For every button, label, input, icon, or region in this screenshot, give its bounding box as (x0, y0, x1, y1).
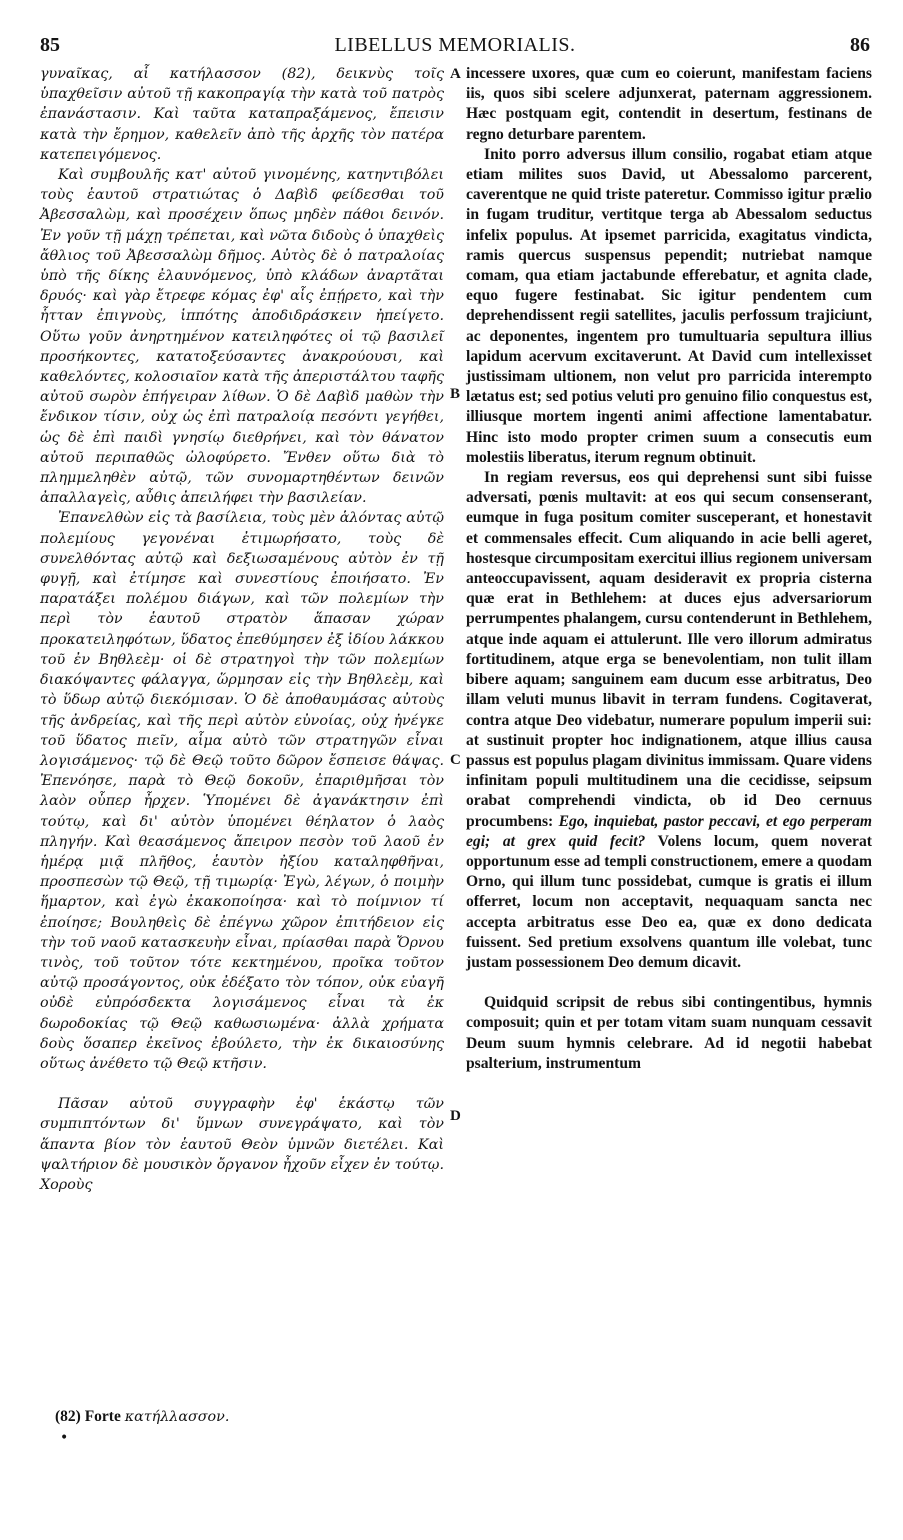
latin-paragraph: Inito porro adversus illum consilio, rogabat etiam atque etiam milites suos David, ut Abessalomo parcerent, caverentque ne quid triste pateretur. Commisso igitur prælio in fugam truditur, vertitque terga ab Abessalom seductus infelix populus. At ipsemet parricida, exagitatus vindicta, ramis quercus suspensus pependit; nutriebat namque comam, qua etiam jactabunde efferebatur, et agnita clade, equo fugere festinabat. Sic igitur pendentem cum deprehendissent regii satellites, jaculis perfossum trajiciunt, ac deponentes, ingentem pro tumultuaria sepultura illius lapidum acervum excitaverunt. At David cum intellexisset justissimam ultionem, non velut pro parricida interempto lætatus est; sed potius veluti pro genuino filio conquestus est, illiusque mortem ingenti animi affectione lamentabatur. Hinc isto modo propter crimen suum a consecutis eum molestiis liberatus, iterum regnum obtinuit. (466, 145, 872, 466)
greek-text: Βουληθεὶς δὲ ἐπέγνω χῶρον ἐπιτήδειον εἰς τὴν τοῦ ναοῦ κατασκευὴν εἶναι, πρίασθαι παρὰ Ὄρνου τινὸς, τοῦ τοῦτον τότε κεκτημένου, προῖκα τοῦτον αὐτῷ προσάγοντος, οὐκ ἐδέξατο τὸν τόπον, οὐκ εὐαγῆ οὐδὲ εὐπρόσδεκτα λογισάμενος εἶναι τὰ ἐκ δωροδοκίας τῷ Θεῷ καθωσιωμένα· ἀλλὰ χρήματα δοὺς ὅσαπερ ἐκεῖνος ἐβούλετο, τὴν ἐκ δικαιοσύνης οὕτως ἀνέθετο τῷ Θεῷ κτῆσιν. (40, 914, 445, 1072)
footnote-label: (82) Forte (55, 1408, 121, 1425)
bullet-mark: • (60, 1430, 69, 1446)
footnote-greek: κατήλλασσον. (124, 1409, 230, 1425)
margin-letter-c: C (450, 752, 461, 768)
greek-paragraph: Καὶ συμβουλῆς κατ' αὐτοῦ γινομένης, κατηντιβόλει τοὺς ἑαυτοῦ στρατιώτας ὁ Δαβὶδ φείδεσθαι τοῦ Ἀβεσσαλὼμ, καὶ προσέχειν ὅπως μηδὲν πάθοι δεινόν. Ἐν γοῦν τῇ μάχῃ τρέπεται, καὶ νῶτα διδοὺς ὁ ὑπαχθεὶς ἄθλιος τοῦ Ἀβεσσαλὼμ δῆμος. Αὐτὸς δὲ ὁ πατραλοίας ὑπὸ τῆς δίκης ἐλαυνόμενος, ὑπὸ κλάδων ἀναρτᾶται δρυός· καὶ γὰρ ἔτρεφε κόμας ἐφ' αἷς ἐπῄρετο, καὶ τὴν ἧτταν ἐπιγνοὺς, ἱππότης ἀποδιδράσκειν ἠπείγετο. Οὕτω γοῦν ἀνηρτημένον κατειληφότες οἱ τῷ βασιλεῖ προσήκοντες, κατατοξεύσαντες ἀνακρούουσι, καὶ καθελόντες, κολοσιαῖον κατὰ τῆς ἀπεριστάλτου ταφῆς αὐτοῦ σωρὸν ἐπήγειραν λίθων. Ὁ δὲ Δαβὶδ μαθὼν τὴν ἔνδικον τίσιν, οὐχ ὡς ἐπὶ πατραλοίᾳ πεσόντι γεγήθει, ὡς δὲ ἐπὶ παιδὶ γνησίῳ διεθρήνει, καὶ τὸν θάνατον αὐτοῦ περιπαθῶς ὠλοφύρετο. Ἔνθεν οὕτω διὰ τὸ πλημμεληθὲν αὐτῷ, τῶν συνομαρτηθέντων δεινῶν ἀπαλλαγεὶς, αὖθις ἀπειλήφει τὴν βασιλείαν. (40, 167, 444, 507)
greek-text: Ἐπανελθὼν εἰς τὰ βασίλεια, τοὺς μὲν ἁλόντας αὐτῷ πολεμίους γεγονέναι ἐτιμωρήσατο, τοὺς δὲ συνελθόντας αὐτῷ καὶ δεξιωσαμένους αὐτὸν ἐν τῇ φυγῇ, καὶ ἐτίμησε καὶ συνεστίους ἐποιήσατο. Ἐν παρατάξει πολέμου διάγων, καὶ τῶν πολεμίων τὴν περὶ τὸν ἑαυτοῦ στρατὸν ἅπασαν χώραν προκατειληφότων, ὕδατος ἐπεθύμησεν ἐξ ἰδίου λάκκου τοῦ ἐν Βηθλεὲμ· οἱ δὲ στρατηγοὶ τὴν τῶν πολεμίων διακόψαντες φάλαγγα, ὥρμησαν εἰς τὴν Βηθλεὲμ, καὶ τὸ ὕδωρ αὐτῷ διεκόμισαν. Ὁ δὲ ἀποθαυμάσας αὐτοὺς τῆς ἀνδρείας, καὶ τῆς περὶ αὐτὸν εὐνοίας, οὐχ ἠνέγκε τοῦ ὕδατος πιεῖν, αἷμα αὐτὸ τῶν στρατηγῶν εἶναι λογισάμενος· τῷ δὲ Θεῷ τοῦτο δῶρον ἔσπεισε θάψας. Ἐπενόησε, παρὰ τὸ Θεῷ δοκοῦν, ἐπαριθμῆσαι τὸν λαὸν οὗπερ ἦρχεν. Ὑπομένει δὲ ἀγανάκτησιν ἐπὶ τούτῳ, καὶ δι' αὐτὸν ὑπομένει θέηλατον ὁ λαὸς πληγήν. Καὶ θεασάμενος ἄπειρον πεσὸν τοῦ λαοῦ ἐν ἡμέρᾳ μιᾷ πλῆθος, ἑαυτὸν ἠξίου καταληφθῆναι, προσπεσὼν τῷ Θεῷ, τῇ τιμωρίᾳ· (40, 510, 444, 891)
latin-paragraph: incessere uxores, quæ cum eo coierunt, manifestam faciens iis, quos sibi scelere adjunxerat, paternam aggressionem. Hæc postquam egit, contendit in desertum, festinans de regno deturbare parentem. (466, 65, 872, 143)
page-number-left: 85 (40, 34, 60, 56)
latin-paragraph: Quidquid scripsit de rebus sibi contingentibus, hymnis composuit; quin et per totam vitam suam nunquam cessavit Deum suum hymnis celebrare. Ad id negotii habebat psalterium, instrumentum (466, 994, 872, 1072)
running-header (40, 34, 870, 60)
latin-quote: Ego, inquiebat, pastor peccavi, et ego perperam egi; at grex quid fecit? (466, 812, 872, 850)
greek-paragraph: γυναῖκας, αἷ κατήλασσον (82), δεικνὺς τοῖς ὑπαχθεῖσιν αὐτοῦ τῇ κακοπραγίᾳ τὴν κατὰ τοῦ πατρὸς ἐπανάστασιν. Καὶ ταῦτα καταπραξάμενος, ἔπεισιν κατὰ τὴν ἔρημον, καθελεῖν ἀπὸ τῆς ἀρχῆς τὸν πατέρα κατεπειγόμενος. (40, 66, 444, 163)
footnote (55, 1408, 229, 1426)
running-title: LIBELLUS MEMORIALIS. (334, 34, 576, 56)
latin-text: In regiam reversus, eos qui deprehensi sunt sibi fuisse adversati, pœnis multavit: at eos qui secum consenserant, eumque in fuga positum comiter susceperant, et honestavit et commensales effecit. Cum aliquando in acie belli ageret, hostesque circumpositam exercitui illius regionem universam anteoccupavissent, aquam desideravit ex propria cisterna quæ erat in Bethlehem: at duces ejus adversariorum perrumpentes phalangem, cursu contenderunt in Bethlehem, atque inde aquam ei attulerunt. Ille vero illorum admiratus fortitudinem, atque erga se benevolentiam, non tulit illam bibere aquam; sanguinem eam ducum esse arbitratus, Deo illam veluti munus libavit in terram fundens. Cogitaverat, contra atque Deo videbatur, numerare populum imperii sui: at sustinuit propter hoc indignationem, atque illius causa passus est populus plagam divinitus immissam. Quare videns infinitam populi multitudinem una die cecidisse, seipsum orabat comprehendi vindicta, ob id Deo cernuus procumbens: (466, 469, 872, 830)
greek-column (40, 64, 444, 1195)
greek-paragraph (40, 508, 444, 1074)
latin-column (466, 64, 872, 1074)
page-number-right: 86 (850, 34, 870, 56)
margin-letter-b: B (450, 386, 461, 402)
latin-paragraph (466, 468, 872, 973)
margin-letter-d: D (450, 1108, 461, 1124)
greek-paragraph: Πᾶσαν αὐτοῦ συγγραφὴν ἐφ' ἑκάστῳ τῶν συμπιπτόντων δι' ὕμνων συνεγράψατο, καὶ τὸν ἅπαντα βίον τὸν ἑαυτοῦ Θεὸν ὑμνῶν διετέλει. Καὶ ψαλτήριον δὲ μουσικὸν ὄργανον ἦχοῦν εἶχεν ἐν τούτῳ. Χοροὺς (40, 1096, 444, 1193)
margin-letter-a: A (450, 66, 461, 82)
latin-text: Volens locum, quem noverat opportunum esse ad templi constructionem, emere a quodam Orno, qui illum tunc possidebat, cumque is gratis ei illum offerret, locum non acceptavit, nequaquam sancta nec accepta arbitratus esse Deo ea, quæ ex dono dedicata fuissent. Sed pretium exsolvens quantum ille volebat, tunc justam possessionem Deo demum dicavit. (466, 832, 873, 971)
greek-quote: Ἐγὼ, λέγων, ὁ ποιμὴν ἥμαρτον, καὶ ἐγὼ ἐκακοποίησα· καὶ τὸ ποίμνιον τί ἐποίησε; (40, 874, 445, 931)
